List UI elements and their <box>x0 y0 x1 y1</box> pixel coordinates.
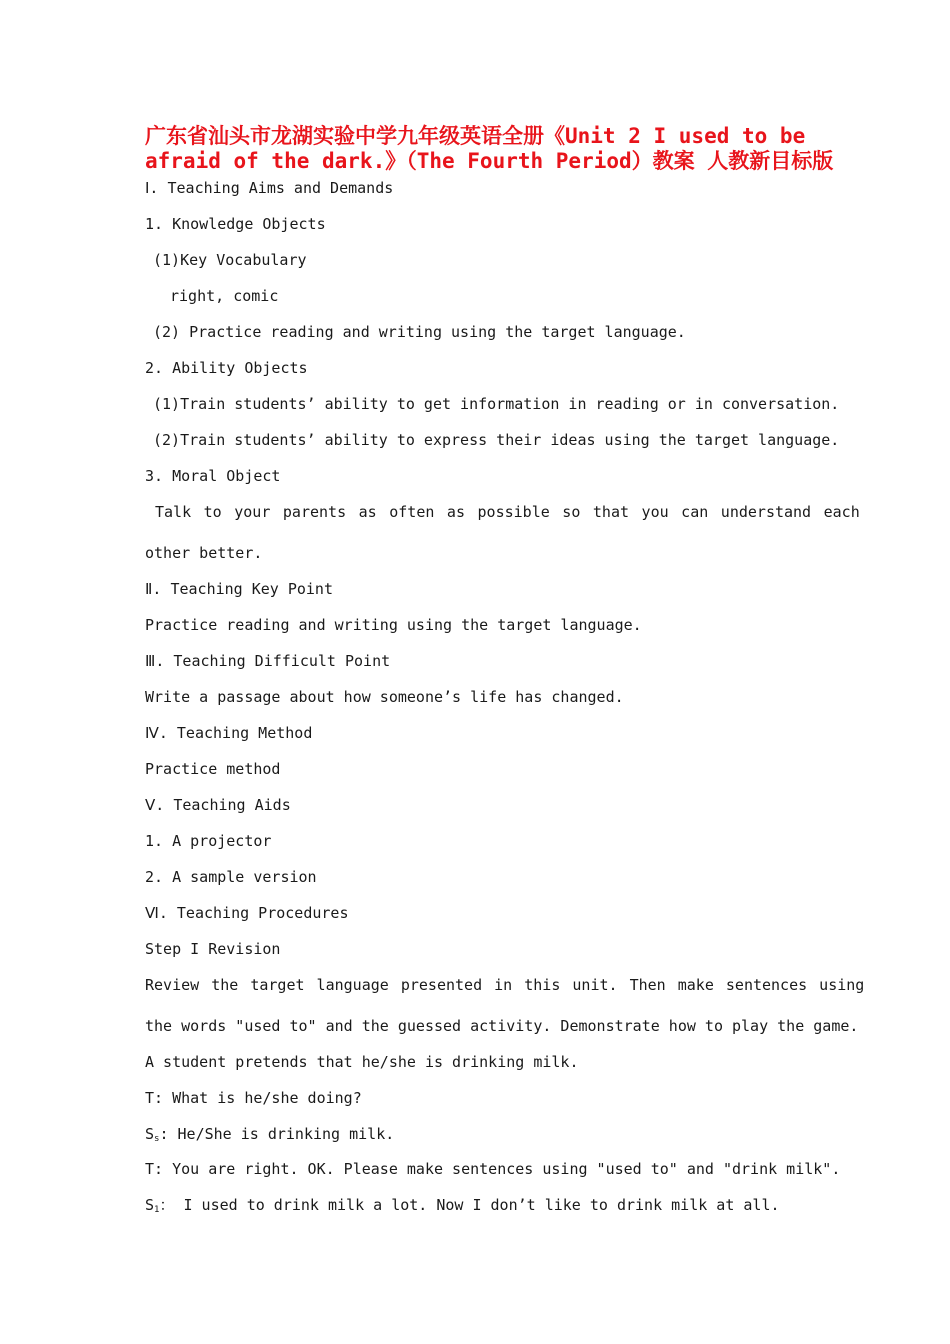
dialogue-students-answer <box>145 1125 394 1143</box>
method-text: Practice method <box>145 760 281 778</box>
dialogue-students-answer-text: : He/She is drinking milk. <box>159 1125 395 1143</box>
speaker-sub-1: 1 <box>154 1205 160 1215</box>
aid-item-sample-version: 2. A sample version <box>145 868 317 886</box>
document-title <box>145 124 834 174</box>
item-practice-reading: (2) Practice reading and writing using the target language. <box>153 323 686 341</box>
dialogue-student-one <box>145 1196 780 1214</box>
speaker-sub-s: s <box>154 1134 160 1144</box>
dialogue-teacher-response: T: You are right. OK. Please make sentences using "used to" and "drink milk". <box>145 1160 841 1178</box>
demo-text: A student pretends that he/she is drinking milk. <box>145 1053 579 1071</box>
section-heading-method: Ⅳ. Teaching Method <box>145 724 313 742</box>
item-train-express: (2)Train students’ ability to express their ideas using the target language. <box>153 431 840 449</box>
speaker-label-ss: S <box>145 1125 155 1143</box>
item-train-information: (1)Train students’ ability to get information in reading or in conversation. <box>153 395 840 413</box>
revision-text-cont: the words "used to" and the guessed activity. Demonstrate how to play the game. <box>145 1017 859 1035</box>
key-point-text: Practice reading and writing using the target language. <box>145 616 642 634</box>
section-heading-procedures: Ⅵ. Teaching Procedures <box>145 904 349 922</box>
subsection-ability-objects: 2. Ability Objects <box>145 359 308 377</box>
section-heading-aids: Ⅴ. Teaching Aids <box>145 796 291 814</box>
dialogue-student-one-text: ： I used to drink milk a lot. Now I don’t like to drink milk at all. <box>159 1196 780 1214</box>
title-line-1: 广东省汕头市龙湖实验中学九年级英语全册《Unit 2 I used to be <box>145 124 806 148</box>
section-heading-difficult-point: Ⅲ. Teaching Difficult Point <box>145 652 391 670</box>
revision-text: Review the target language presented in this unit. Then make sentences using <box>145 976 865 994</box>
aid-item-projector: 1. A projector <box>145 832 272 850</box>
title-line-2: afraid of the dark.》（The Fourth Period）教案 人教新目标版 <box>145 149 834 173</box>
difficult-point-text: Write a passage about how someone’s life has changed. <box>145 688 624 706</box>
dialogue-teacher-question: T: What is he/she doing? <box>145 1089 362 1107</box>
moral-object-text-cont: other better. <box>145 544 263 562</box>
subsection-knowledge-objects: 1. Knowledge Objects <box>145 215 326 233</box>
subsection-moral-object: 3. Moral Object <box>145 467 281 485</box>
item-key-vocabulary: (1)Key Vocabulary <box>153 251 307 269</box>
step-revision-heading: Step I Revision <box>145 940 281 958</box>
speaker-label-s1: S <box>145 1196 155 1214</box>
moral-object-text: Talk to your parents as often as possible so that you can understand each <box>155 503 860 521</box>
section-heading-key-point: Ⅱ. Teaching Key Point <box>145 580 333 598</box>
section-heading-aims: Ⅰ. Teaching Aims and Demands <box>145 179 394 197</box>
vocabulary-words: right, comic <box>170 287 279 305</box>
